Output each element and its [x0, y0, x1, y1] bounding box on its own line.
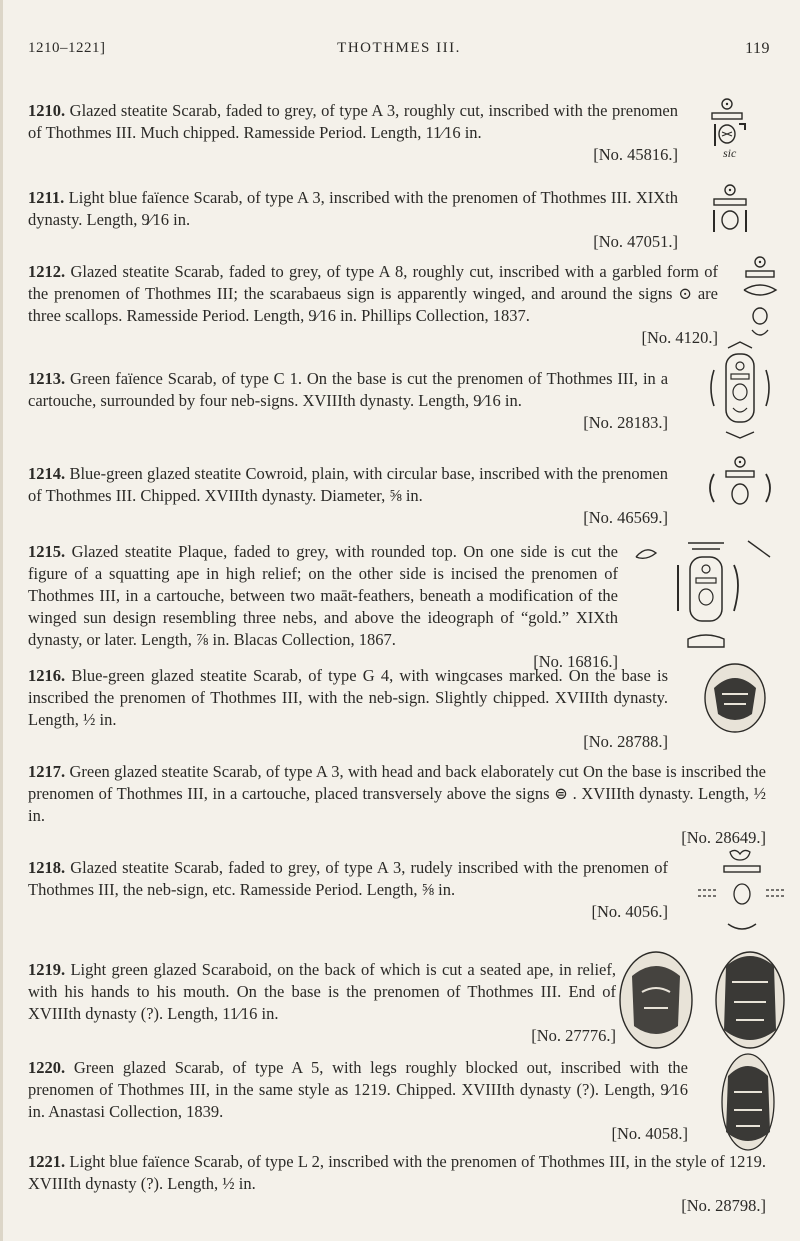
registration-number: [No. 4056.] [591, 902, 668, 921]
entry-number: 1210. [28, 101, 66, 120]
catalogue-entry-1219 [28, 959, 616, 1047]
entry-text: Glazed steatite Plaque, faded to grey, with rounded top. On one side is cut the figure of a squatting ape in high relief; on the other side is incised the prenomen of Thothmes III, in a cartouche, between two maāt-feathers, beneath a modification of the winged sun design resembling three nebs, and above the ideograph of “gold.” XIXth dynasty, or later. Length, ⅞ in. Blacas Collection, 1867. [28, 542, 618, 649]
entry-number: 1216. [28, 666, 66, 685]
registration-number: [No. 28649.] [681, 828, 766, 847]
hieroglyph-garbled-prenomen-icon [692, 846, 792, 936]
scarab-base-photo-icon [718, 1050, 778, 1154]
catalogue-entry-1216 [28, 665, 668, 753]
running-head [28, 40, 770, 62]
catalogue-entry-1218 [28, 857, 668, 923]
hieroglyph-prenomen-feathers-icon [700, 452, 780, 522]
registration-number: [No. 27776.] [531, 1026, 616, 1045]
registration-number: [No. 4120.] [641, 328, 718, 347]
page-edge [0, 0, 3, 1241]
entry-text: Glazed steatite Scarab, faded to grey, of type A 8, roughly cut, inscribed with a garbled form of the prenomen of Thothmes III; the scarabaeus sign is apparently winged, and around the signs ⊙ are three scallops. Ramesside Period. Length, 9⁄16 in. Phillips Collection, 1837. [28, 262, 718, 325]
plaque-cartouche-feathers-icon [628, 533, 778, 653]
entry-number: 1214. [28, 464, 66, 483]
entry-number: 1217. [28, 762, 66, 781]
page-title: THOTHMES III. [337, 40, 461, 56]
scaraboid-photos-icon [614, 946, 794, 1056]
entry-number: 1212. [28, 262, 66, 281]
scarab-photo-icon [700, 660, 770, 736]
catalogue-entry-1214 [28, 463, 668, 529]
catalogue-entry-1213 [28, 368, 668, 434]
registration-number: [No. 46569.] [583, 508, 668, 527]
registration-number: [No. 47051.] [593, 232, 678, 251]
catalogue-entry-1212 [28, 261, 718, 349]
entry-text: Green glazed steatite Scarab, of type A 3, with head and back elaborately cut On the base is inscribed the prenomen of Thothmes III, in a cartouche, placed transversely above the signs ⊜ . XVIIIth dynasty. Length, ½ in. [28, 762, 767, 825]
entry-text: Light blue faïence Scarab, of type A 3, inscribed with the prenomen of Thothmes III. XIXth dynasty. Length, 9⁄16 in. [28, 188, 678, 229]
entry-text: Glazed steatite Scarab, faded to grey, of type A 3, roughly cut, inscribed with the prenomen of Thothmes III. Much chipped. Ramesside Period. Length, 11⁄16 in. [28, 101, 679, 142]
entry-text: Blue-green glazed steatite Scarab, of type G 4, with wingcases marked. On the base is inscribed the prenomen of Thothmes III, with the neb-sign. Slightly chipped. XVIIIth dynasty. Length, ½ in. [28, 666, 669, 729]
catalogue-entry-1217 [28, 761, 766, 849]
registration-number: [No. 28183.] [583, 413, 668, 432]
entry-text: Light blue faïence Scarab, of type L 2, inscribed with the prenomen of Thothmes III, in the style of 1219. XVIIIth dynasty (?). Length, ½ in. [28, 1152, 767, 1193]
registration-number: [No. 28788.] [583, 732, 668, 751]
entry-number: 1211. [28, 188, 65, 207]
registration-number: [No. 45816.] [593, 145, 678, 164]
catalogue-entry-1220 [28, 1057, 688, 1145]
catalogue-entry-1210 [28, 100, 678, 166]
entry-number: 1218. [28, 858, 66, 877]
hieroglyph-winged-prenomen-icon [738, 254, 782, 344]
catalogue-entry-1221 [28, 1151, 766, 1217]
catalogue-entry-1215 [28, 541, 618, 673]
entry-text: Light green glazed Scaraboid, on the back of which is cut a seated ape, in relief, with his hands to his mouth. On the base is the prenomen of Thothmes III. End of XVIIIth dynasty (?). Length, 11⁄16 in. [28, 960, 616, 1023]
registration-number: [No. 28798.] [681, 1196, 766, 1215]
page-number: 119 [745, 40, 770, 57]
entry-number: 1215. [28, 542, 66, 561]
entry-text: Blue-green glazed steatite Cowroid, plain, with circular base, inscribed with the prenomen of Thothmes III. Chipped. XVIIIth dynasty. Diameter, ⅝ in. [28, 464, 668, 505]
entry-text: Glazed steatite Scarab, faded to grey, of type A 3, rudely inscribed with the prenomen of Thothmes III, the neb-sign, etc. Ramesside Period. Length, ⅝ in. [28, 858, 669, 899]
entry-text: Green faïence Scarab, of type C 1. On the base is cut the prenomen of Thothmes III, in a cartouche, surrounded by four neb-signs. XVIIIth dynasty. Length, 9⁄16 in. [28, 369, 669, 410]
registration-number: [No. 16816.] [533, 652, 618, 671]
entry-number: 1221. [28, 1152, 66, 1171]
registration-number: [No. 4058.] [611, 1124, 688, 1143]
catalogue-entry-1211 [28, 187, 678, 253]
entry-number: 1213. [28, 369, 66, 388]
hieroglyph-prenomen-icon [695, 96, 765, 162]
entry-text: Green glazed Scarab, of type A 5, with legs roughly blocked out, inscribed with the prenomen of Thothmes III, in the same style as 1219. Chipped. XVIIIth dynasty (?). Length, 9⁄16 in. Anastasi Collection, 1839. [28, 1058, 688, 1121]
sic-note: sic [723, 146, 737, 160]
hieroglyph-prenomen-icon [700, 182, 760, 238]
entry-number: 1220. [28, 1058, 66, 1077]
entry-number: 1219. [28, 960, 66, 979]
page-range: 1210–1221] [28, 40, 106, 56]
cartouche-with-neb-signs-icon [700, 340, 780, 440]
